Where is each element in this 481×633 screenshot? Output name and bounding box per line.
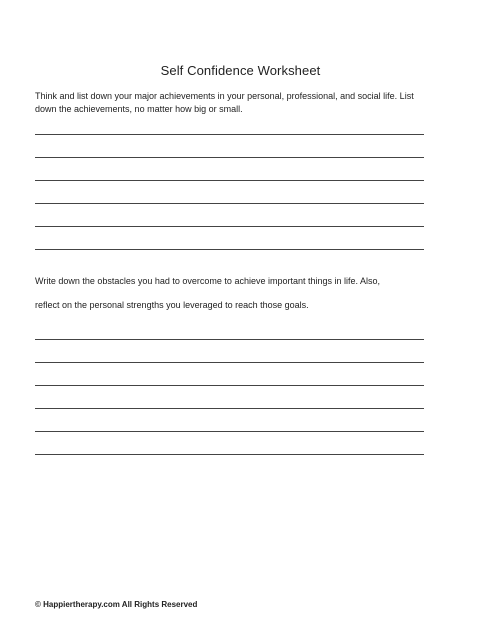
answer-line[interactable] bbox=[35, 226, 424, 227]
section2-prompt-line1: Write down the obstacles you had to overcome to achieve important things in life. Also, bbox=[35, 276, 381, 286]
copyright-footer: © Happiertherapy.com All Rights Reserved bbox=[35, 600, 198, 609]
answer-line[interactable] bbox=[35, 249, 424, 250]
worksheet-title: Self Confidence Worksheet bbox=[160, 63, 321, 78]
answer-line[interactable] bbox=[35, 157, 424, 158]
answer-line[interactable] bbox=[35, 408, 424, 409]
section2-prompt-line2: reflect on the personal strengths you leveraged to reach those goals. bbox=[35, 300, 309, 310]
answer-line[interactable] bbox=[35, 362, 424, 363]
section1-prompt: Think and list down your major achievements in your personal, professional, and social life. List down the achievements, no matter how big or small. bbox=[35, 91, 414, 114]
answer-line[interactable] bbox=[35, 180, 424, 181]
answer-line[interactable] bbox=[35, 385, 424, 386]
answer-line[interactable] bbox=[35, 454, 424, 455]
answer-line[interactable] bbox=[35, 203, 424, 204]
answer-line[interactable] bbox=[35, 339, 424, 340]
answer-line[interactable] bbox=[35, 431, 424, 432]
answer-line[interactable] bbox=[35, 134, 424, 135]
